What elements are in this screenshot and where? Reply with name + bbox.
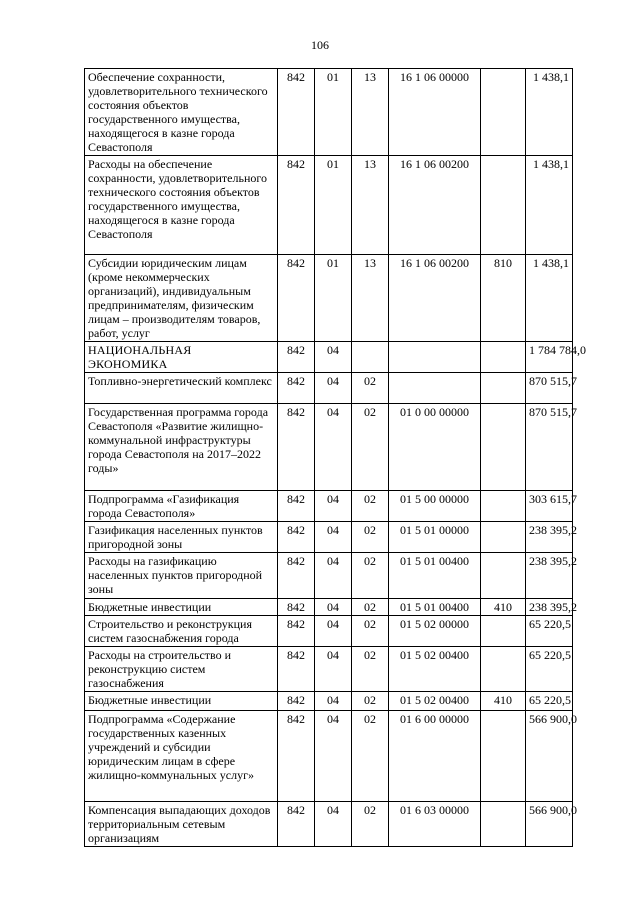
target-item-code: 16 1 06 00200: [389, 255, 481, 342]
expense-type-code: [481, 647, 526, 692]
expense-type-code: [481, 342, 526, 373]
expense-type-code: [481, 553, 526, 599]
subsection-code: 02: [352, 692, 389, 711]
subsection-code: 13: [352, 69, 389, 156]
section-code: 04: [315, 616, 352, 647]
section-code: 04: [315, 599, 352, 616]
department-code: 842: [278, 373, 315, 404]
subsection-code: 02: [352, 802, 389, 847]
expense-type-code: [481, 404, 526, 491]
section-code: 04: [315, 373, 352, 404]
amount: 1 438,1: [526, 255, 573, 342]
item-name: Строительство и реконструкция систем газоснабжения города: [85, 616, 278, 647]
item-name: Государственная программа города Севастополя «Развитие жилищно-коммунальной инфраструктуры города Севастополя на 2017–2022 годы»: [85, 404, 278, 491]
table-row: [85, 404, 573, 491]
expense-type-code: [481, 522, 526, 553]
table-row: [85, 616, 573, 647]
expense-type-code: 810: [481, 255, 526, 342]
subsection-code: 02: [352, 404, 389, 491]
expense-type-code: [481, 156, 526, 255]
target-item-code: 01 5 02 00400: [389, 692, 481, 711]
department-code: 842: [278, 342, 315, 373]
target-item-code: 01 5 01 00000: [389, 522, 481, 553]
subsection-code: 13: [352, 156, 389, 255]
amount: 65 220,5: [526, 692, 573, 711]
item-name: Бюджетные инвестиции: [85, 599, 278, 616]
section-code: 04: [315, 692, 352, 711]
table-row: [85, 69, 573, 156]
amount: 1 784 784,0: [526, 342, 573, 373]
subsection-code: 02: [352, 616, 389, 647]
table-row: [85, 522, 573, 553]
item-name: Расходы на строительство и реконструкцию систем газоснабжения: [85, 647, 278, 692]
subsection-code: 13: [352, 255, 389, 342]
table-row: [85, 156, 573, 255]
amount: 238 395,2: [526, 553, 573, 599]
table-row: [85, 647, 573, 692]
item-name: Подпрограмма «Газификация города Севастополя»: [85, 491, 278, 522]
table-row: [85, 491, 573, 522]
amount: 303 615,7: [526, 491, 573, 522]
table-row: [85, 373, 573, 404]
subsection-code: 02: [352, 491, 389, 522]
amount: 65 220,5: [526, 616, 573, 647]
table-row: [85, 342, 573, 373]
department-code: 842: [278, 404, 315, 491]
expense-type-code: [481, 69, 526, 156]
target-item-code: 01 5 01 00400: [389, 553, 481, 599]
amount: 238 395,2: [526, 522, 573, 553]
department-code: 842: [278, 69, 315, 156]
section-code: 04: [315, 342, 352, 373]
item-name: Бюджетные инвестиции: [85, 692, 278, 711]
section-code: 01: [315, 156, 352, 255]
target-item-code: 16 1 06 00000: [389, 69, 481, 156]
department-code: 842: [278, 647, 315, 692]
subsection-code: 02: [352, 553, 389, 599]
amount: 1 438,1: [526, 69, 573, 156]
item-name: Газификация населенных пунктов пригородной зоны: [85, 522, 278, 553]
target-item-code: [389, 373, 481, 404]
table-row: [85, 599, 573, 616]
expense-type-code: [481, 491, 526, 522]
section-code: 04: [315, 404, 352, 491]
table-row: [85, 711, 573, 802]
section-code: 04: [315, 711, 352, 802]
expense-type-code: 410: [481, 692, 526, 711]
department-code: 842: [278, 553, 315, 599]
expense-type-code: [481, 802, 526, 847]
amount: 566 900,0: [526, 802, 573, 847]
item-name: Расходы на газификацию населенных пунктов пригородной зоны: [85, 553, 278, 599]
section-code: 01: [315, 255, 352, 342]
target-item-code: 01 5 02 00000: [389, 616, 481, 647]
target-item-code: 01 6 03 00000: [389, 802, 481, 847]
amount: 65 220,5: [526, 647, 573, 692]
expense-type-code: [481, 616, 526, 647]
table-row: [85, 802, 573, 847]
target-item-code: 01 5 00 00000: [389, 491, 481, 522]
department-code: 842: [278, 599, 315, 616]
budget-table: [84, 68, 586, 847]
target-item-code: 01 6 00 00000: [389, 711, 481, 802]
target-item-code: 01 5 01 00400: [389, 599, 481, 616]
department-code: 842: [278, 522, 315, 553]
target-item-code: [389, 342, 481, 373]
target-item-code: 16 1 06 00200: [389, 156, 481, 255]
department-code: 842: [278, 711, 315, 802]
expense-type-code: [481, 711, 526, 802]
department-code: 842: [278, 156, 315, 255]
subsection-code: 02: [352, 373, 389, 404]
section-code: 04: [315, 802, 352, 847]
amount: 566 900,0: [526, 711, 573, 802]
table-row: [85, 255, 573, 342]
item-name: Расходы на обеспечение сохранности, удовлетворительного технического состояния объектов государственного имущества, находящегося в казне города Севастополя: [85, 156, 278, 255]
amount: 870 515,7: [526, 373, 573, 404]
item-name: Подпрограмма «Содержание государственных казенных учреждений и субсидии юридическим лицам в сфере жилищно-коммунальных услуг»: [85, 711, 278, 802]
subsection-code: 02: [352, 599, 389, 616]
subsection-code: 02: [352, 647, 389, 692]
amount: 238 395,2: [526, 599, 573, 616]
target-item-code: 01 5 02 00400: [389, 647, 481, 692]
target-item-code: 01 0 00 00000: [389, 404, 481, 491]
department-code: 842: [278, 255, 315, 342]
section-code: 04: [315, 522, 352, 553]
page-number: 106: [311, 38, 329, 52]
section-code: 01: [315, 69, 352, 156]
item-name: Обеспечение сохранности, удовлетворительного технического состояния объектов государственного имущества, находящегося в казне города Севастополя: [85, 69, 278, 156]
section-code: 04: [315, 553, 352, 599]
subsection-code: 02: [352, 522, 389, 553]
expense-type-code: 410: [481, 599, 526, 616]
amount: 870 515,7: [526, 404, 573, 491]
table-row: [85, 692, 573, 711]
department-code: 842: [278, 616, 315, 647]
department-code: 842: [278, 692, 315, 711]
subsection-code: [352, 342, 389, 373]
item-name: НАЦИОНАЛЬНАЯ ЭКОНОМИКА: [85, 342, 278, 373]
item-name: Компенсация выпадающих доходов территориальным сетевым организациям: [85, 802, 278, 847]
expense-type-code: [481, 373, 526, 404]
section-code: 04: [315, 491, 352, 522]
subsection-code: 02: [352, 711, 389, 802]
budget-table-body: [85, 69, 586, 847]
item-name: Топливно-энергетический комплекс: [85, 373, 278, 404]
table-row: [85, 553, 573, 599]
department-code: 842: [278, 491, 315, 522]
amount: 1 438,1: [526, 156, 573, 255]
department-code: 842: [278, 802, 315, 847]
item-name: Субсидии юридическим лицам (кроме некоммерческих организаций), индивидуальным предпринимателям, физическим лицам – производителям товаров, работ, услуг: [85, 255, 278, 342]
section-code: 04: [315, 647, 352, 692]
